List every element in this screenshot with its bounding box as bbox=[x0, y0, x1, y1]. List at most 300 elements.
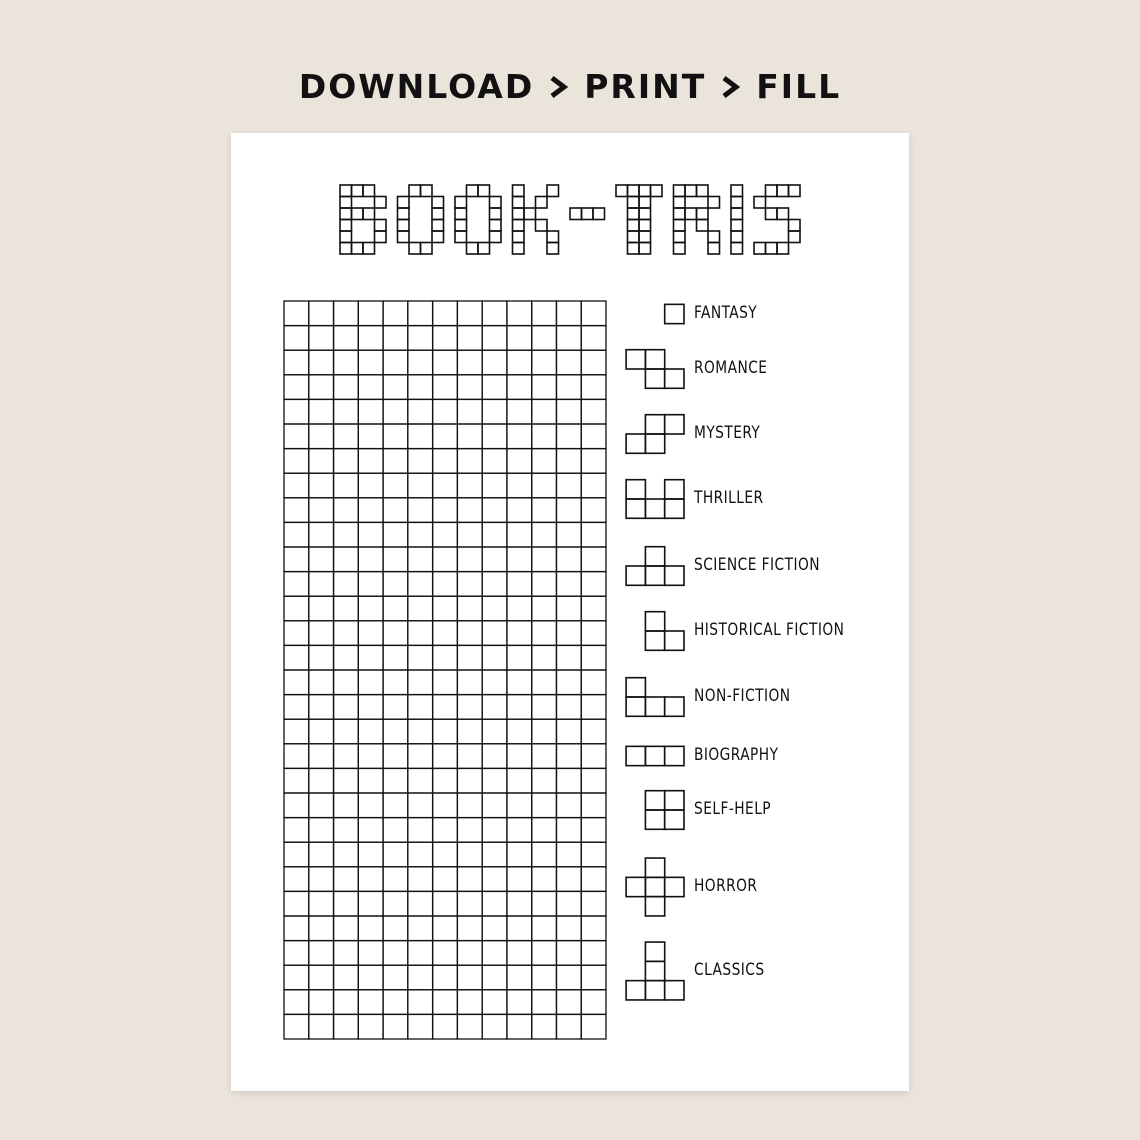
title-letter bbox=[754, 185, 800, 254]
shape-cell bbox=[645, 369, 664, 388]
title-cell bbox=[789, 231, 801, 243]
grid-cell bbox=[581, 768, 606, 793]
grid-cell bbox=[358, 670, 383, 695]
grid-cell bbox=[284, 498, 309, 523]
title-cell bbox=[731, 243, 743, 255]
title-cell bbox=[628, 243, 640, 255]
genre-label: HORROR bbox=[694, 876, 758, 896]
genre-label: CLASSICS bbox=[694, 960, 765, 980]
title-cell bbox=[674, 243, 686, 255]
grid-cell bbox=[358, 375, 383, 400]
title-cell bbox=[697, 185, 709, 197]
grid-cell bbox=[482, 695, 507, 720]
grid-cell bbox=[334, 473, 359, 498]
grid-cell bbox=[581, 916, 606, 941]
grid-cell bbox=[482, 522, 507, 547]
grid-cell bbox=[408, 867, 433, 892]
grid-cell bbox=[309, 522, 334, 547]
title-cell bbox=[628, 208, 640, 220]
grid-cell bbox=[408, 301, 433, 326]
grid-cell bbox=[309, 399, 334, 424]
grid-cell bbox=[457, 572, 482, 597]
grid-cell bbox=[433, 596, 458, 621]
grid-cell bbox=[457, 793, 482, 818]
grid-cell bbox=[457, 990, 482, 1015]
grid-cell bbox=[334, 547, 359, 572]
grid-cell bbox=[309, 916, 334, 941]
title-cell bbox=[513, 185, 525, 197]
title-cell bbox=[547, 185, 559, 197]
grid-cell bbox=[334, 449, 359, 474]
grid-cell bbox=[358, 572, 383, 597]
grid-cell bbox=[383, 719, 408, 744]
grid-cell bbox=[457, 645, 482, 670]
shape-cell bbox=[645, 897, 664, 916]
grid-cell bbox=[581, 719, 606, 744]
title-cell bbox=[628, 220, 640, 232]
title-cell bbox=[708, 197, 720, 209]
grid-cell bbox=[581, 818, 606, 843]
grid-cell bbox=[284, 621, 309, 646]
grid-cell bbox=[309, 621, 334, 646]
genre-shape-icon bbox=[665, 304, 684, 323]
grid-cell bbox=[309, 818, 334, 843]
grid-cell bbox=[507, 547, 532, 572]
tracker-grid[interactable] bbox=[284, 301, 606, 1039]
grid-cell bbox=[284, 326, 309, 351]
grid-cell bbox=[457, 399, 482, 424]
grid-cell bbox=[284, 793, 309, 818]
title-cell bbox=[363, 243, 375, 255]
grid-cell bbox=[556, 547, 581, 572]
grid-cell bbox=[482, 424, 507, 449]
grid-cell bbox=[556, 916, 581, 941]
grid-cell bbox=[532, 818, 557, 843]
grid-cell bbox=[433, 768, 458, 793]
grid-cell bbox=[532, 990, 557, 1015]
grid-cell bbox=[457, 424, 482, 449]
title-cell bbox=[766, 243, 778, 255]
grid-cell bbox=[581, 793, 606, 818]
grid-cell bbox=[507, 350, 532, 375]
shape-cell bbox=[665, 566, 684, 585]
grid-cell bbox=[482, 301, 507, 326]
grid-cell bbox=[284, 965, 309, 990]
shape-cell bbox=[645, 415, 664, 434]
grid-cell bbox=[408, 965, 433, 990]
grid-cell bbox=[482, 965, 507, 990]
grid-cell bbox=[309, 473, 334, 498]
grid-cell bbox=[581, 498, 606, 523]
grid-cell bbox=[482, 596, 507, 621]
grid-cell bbox=[482, 645, 507, 670]
grid-cell bbox=[507, 695, 532, 720]
title-cell bbox=[432, 208, 444, 220]
grid-cell bbox=[309, 424, 334, 449]
shape-cell bbox=[626, 434, 645, 453]
grid-cell bbox=[507, 965, 532, 990]
title-cell bbox=[340, 208, 352, 220]
title-cell bbox=[363, 185, 375, 197]
title-cell bbox=[340, 243, 352, 255]
shape-cell bbox=[645, 631, 664, 650]
title-cell bbox=[455, 220, 467, 232]
grid-cell bbox=[433, 891, 458, 916]
grid-cell bbox=[581, 645, 606, 670]
grid-cell bbox=[309, 695, 334, 720]
grid-cell bbox=[408, 916, 433, 941]
title-cell bbox=[398, 208, 410, 220]
grid-cell bbox=[383, 350, 408, 375]
grid-cell bbox=[457, 768, 482, 793]
grid-cell bbox=[309, 326, 334, 351]
grid-cell bbox=[358, 473, 383, 498]
grid-cell bbox=[358, 695, 383, 720]
shape-cell bbox=[645, 877, 664, 896]
genre-shape-icon bbox=[626, 858, 684, 916]
grid-cell bbox=[383, 301, 408, 326]
title-cell bbox=[754, 243, 766, 255]
grid-cell bbox=[457, 473, 482, 498]
title-cell bbox=[524, 208, 536, 220]
grid-cell bbox=[507, 768, 532, 793]
grid-cell bbox=[334, 695, 359, 720]
shape-cell bbox=[626, 480, 645, 499]
grid-cell bbox=[408, 719, 433, 744]
title-cell bbox=[455, 197, 467, 209]
grid-cell bbox=[334, 990, 359, 1015]
grid-cell bbox=[334, 891, 359, 916]
grid-cell bbox=[383, 621, 408, 646]
grid-cell bbox=[556, 842, 581, 867]
genre-shape-icon bbox=[626, 350, 684, 389]
grid-cell bbox=[507, 793, 532, 818]
grid-cell bbox=[358, 326, 383, 351]
grid-cell bbox=[532, 793, 557, 818]
grid-cell bbox=[284, 744, 309, 769]
shape-cell bbox=[665, 499, 684, 518]
grid-cell bbox=[581, 670, 606, 695]
grid-cell bbox=[556, 572, 581, 597]
grid-cell bbox=[358, 449, 383, 474]
genre-shape-icon bbox=[645, 791, 684, 830]
title-cell bbox=[432, 231, 444, 243]
genre-label: THRILLER bbox=[694, 488, 764, 508]
grid-cell bbox=[334, 326, 359, 351]
grid-cell bbox=[556, 498, 581, 523]
grid-cell bbox=[284, 719, 309, 744]
title-cell bbox=[582, 208, 594, 220]
title-letter bbox=[731, 185, 743, 254]
title-cell bbox=[363, 208, 375, 220]
grid-cell bbox=[408, 842, 433, 867]
title-cell bbox=[513, 231, 525, 243]
grid-cell bbox=[309, 596, 334, 621]
title-cell bbox=[731, 197, 743, 209]
title-cell bbox=[352, 185, 364, 197]
instructions-header bbox=[0, 62, 1140, 112]
grid-cell bbox=[383, 990, 408, 1015]
grid-cell bbox=[532, 326, 557, 351]
grid-cell bbox=[284, 645, 309, 670]
grid-cell bbox=[309, 498, 334, 523]
grid-cell bbox=[408, 375, 433, 400]
grid-cell bbox=[482, 941, 507, 966]
grid-cell bbox=[334, 867, 359, 892]
grid-cell bbox=[457, 621, 482, 646]
title-letter bbox=[340, 185, 386, 254]
grid-cell bbox=[383, 842, 408, 867]
grid-cell bbox=[383, 399, 408, 424]
grid-cell bbox=[532, 867, 557, 892]
grid-cell bbox=[383, 793, 408, 818]
grid-cell bbox=[581, 867, 606, 892]
grid-cell bbox=[482, 572, 507, 597]
grid-cell bbox=[457, 744, 482, 769]
grid-cell bbox=[581, 572, 606, 597]
grid-cell bbox=[581, 301, 606, 326]
grid-cell bbox=[556, 350, 581, 375]
grid-cell bbox=[556, 473, 581, 498]
title-cell bbox=[547, 231, 559, 243]
title-letter bbox=[674, 185, 720, 254]
grid-cell bbox=[408, 990, 433, 1015]
grid-cell bbox=[532, 572, 557, 597]
title-cell bbox=[467, 243, 479, 255]
grid-cell bbox=[334, 965, 359, 990]
grid-cell bbox=[284, 768, 309, 793]
title-cell bbox=[685, 185, 697, 197]
grid-cell bbox=[433, 498, 458, 523]
genre-shape-icon bbox=[626, 415, 684, 454]
genre-shape-icon bbox=[626, 678, 684, 717]
title-cell bbox=[593, 208, 605, 220]
grid-cell bbox=[309, 990, 334, 1015]
grid-cell bbox=[334, 621, 359, 646]
grid-cell bbox=[334, 596, 359, 621]
grid-cell bbox=[556, 522, 581, 547]
grid-cell bbox=[507, 473, 532, 498]
title-cell bbox=[639, 231, 651, 243]
grid-cell bbox=[334, 522, 359, 547]
grid-cell bbox=[334, 399, 359, 424]
grid-cell bbox=[482, 990, 507, 1015]
grid-cell bbox=[284, 596, 309, 621]
grid-cell bbox=[284, 522, 309, 547]
grid-cell bbox=[556, 326, 581, 351]
grid-cell bbox=[457, 375, 482, 400]
genre-label: SCIENCE FICTION bbox=[694, 555, 821, 575]
title-letter bbox=[616, 185, 662, 254]
grid-cell bbox=[507, 572, 532, 597]
grid-cell bbox=[532, 547, 557, 572]
title-cell bbox=[685, 208, 697, 220]
title-cell bbox=[731, 185, 743, 197]
grid-cell bbox=[556, 596, 581, 621]
grid-cell bbox=[284, 1014, 309, 1039]
grid-cell bbox=[581, 1014, 606, 1039]
title-cell bbox=[513, 220, 525, 232]
title-cell bbox=[352, 243, 364, 255]
grid-cell bbox=[457, 719, 482, 744]
grid-cell bbox=[408, 768, 433, 793]
shape-cell bbox=[645, 791, 664, 810]
grid-cell bbox=[532, 596, 557, 621]
grid-cell bbox=[309, 941, 334, 966]
grid-cell bbox=[556, 818, 581, 843]
genre-shape-icon bbox=[626, 942, 684, 1000]
grid-cell bbox=[556, 695, 581, 720]
grid-cell bbox=[309, 719, 334, 744]
grid-cell bbox=[532, 941, 557, 966]
grid-cell bbox=[457, 965, 482, 990]
grid-cell bbox=[581, 891, 606, 916]
grid-cell bbox=[482, 498, 507, 523]
grid-cell bbox=[408, 399, 433, 424]
grid-cell bbox=[556, 793, 581, 818]
grid-cell bbox=[581, 941, 606, 966]
grid-cell bbox=[433, 547, 458, 572]
title-cell bbox=[421, 185, 433, 197]
grid-cell bbox=[383, 473, 408, 498]
grid-cell bbox=[507, 941, 532, 966]
grid-cell bbox=[383, 744, 408, 769]
grid-cell bbox=[532, 744, 557, 769]
grid-cell bbox=[581, 744, 606, 769]
grid-cell bbox=[309, 867, 334, 892]
grid-cell bbox=[507, 596, 532, 621]
grid-cell bbox=[383, 867, 408, 892]
genre-label: ROMANCE bbox=[694, 358, 768, 378]
title-cell bbox=[639, 208, 651, 220]
grid-cell bbox=[581, 473, 606, 498]
title-cell bbox=[421, 243, 433, 255]
title-cell bbox=[766, 185, 778, 197]
grid-cell bbox=[433, 621, 458, 646]
grid-cell bbox=[383, 572, 408, 597]
grid-cell bbox=[433, 424, 458, 449]
grid-cell bbox=[358, 941, 383, 966]
shape-cell bbox=[665, 981, 684, 1000]
grid-cell bbox=[408, 424, 433, 449]
grid-cell bbox=[358, 793, 383, 818]
title-cell bbox=[697, 220, 709, 232]
shape-cell bbox=[626, 566, 645, 585]
grid-cell bbox=[309, 572, 334, 597]
grid-cell bbox=[309, 645, 334, 670]
grid-cell bbox=[408, 350, 433, 375]
grid-cell bbox=[383, 916, 408, 941]
shape-cell bbox=[645, 981, 664, 1000]
grid-cell bbox=[433, 522, 458, 547]
title-cell bbox=[409, 185, 421, 197]
grid-cell bbox=[433, 867, 458, 892]
grid-cell bbox=[581, 621, 606, 646]
grid-cell bbox=[532, 522, 557, 547]
shape-cell bbox=[645, 961, 664, 980]
title-cell bbox=[708, 231, 720, 243]
grid-cell bbox=[309, 350, 334, 375]
grid-cell bbox=[581, 547, 606, 572]
grid-cell bbox=[383, 522, 408, 547]
grid-cell bbox=[358, 621, 383, 646]
page-title bbox=[340, 185, 800, 254]
grid-cell bbox=[433, 670, 458, 695]
grid-cell bbox=[532, 695, 557, 720]
grid-cell bbox=[482, 842, 507, 867]
grid-cell bbox=[383, 449, 408, 474]
grid-cell bbox=[284, 375, 309, 400]
title-cell bbox=[674, 231, 686, 243]
grid-cell bbox=[408, 670, 433, 695]
grid-cell bbox=[482, 375, 507, 400]
grid-cell bbox=[433, 719, 458, 744]
genre-legend bbox=[626, 304, 684, 1000]
grid-cell bbox=[482, 670, 507, 695]
grid-cell bbox=[433, 695, 458, 720]
grid-cell bbox=[556, 375, 581, 400]
grid-cell bbox=[532, 719, 557, 744]
title-cell bbox=[697, 208, 709, 220]
genre-label: NON-FICTION bbox=[694, 686, 791, 706]
grid-cell bbox=[507, 744, 532, 769]
grid-cell bbox=[507, 916, 532, 941]
grid-cell bbox=[457, 498, 482, 523]
title-cell bbox=[398, 231, 410, 243]
title-cell bbox=[409, 243, 421, 255]
title-cell bbox=[731, 208, 743, 220]
grid-cell bbox=[532, 670, 557, 695]
grid-cell bbox=[581, 965, 606, 990]
grid-cell bbox=[581, 695, 606, 720]
grid-cell bbox=[532, 645, 557, 670]
grid-cell bbox=[433, 449, 458, 474]
genre-label: BIOGRAPHY bbox=[694, 745, 779, 765]
title-cell bbox=[490, 220, 502, 232]
grid-cell bbox=[433, 645, 458, 670]
grid-cell bbox=[532, 301, 557, 326]
grid-cell bbox=[482, 891, 507, 916]
grid-cell bbox=[482, 768, 507, 793]
grid-cell bbox=[581, 399, 606, 424]
grid-cell bbox=[358, 399, 383, 424]
shape-cell bbox=[665, 810, 684, 829]
grid-cell bbox=[457, 596, 482, 621]
title-cell bbox=[432, 220, 444, 232]
grid-cell bbox=[433, 965, 458, 990]
grid-cell bbox=[284, 473, 309, 498]
grid-cell bbox=[408, 621, 433, 646]
grid-cell bbox=[309, 793, 334, 818]
shape-cell bbox=[665, 480, 684, 499]
grid-cell bbox=[358, 1014, 383, 1039]
grid-cell bbox=[507, 424, 532, 449]
shape-cell bbox=[626, 697, 645, 716]
grid-cell bbox=[284, 572, 309, 597]
title-cell bbox=[478, 243, 490, 255]
grid-cell bbox=[482, 326, 507, 351]
shape-cell bbox=[665, 631, 684, 650]
grid-cell bbox=[334, 818, 359, 843]
shape-cell bbox=[626, 981, 645, 1000]
grid-cell bbox=[532, 842, 557, 867]
grid-cell bbox=[532, 916, 557, 941]
grid-cell bbox=[556, 965, 581, 990]
grid-cell bbox=[556, 867, 581, 892]
title-cell bbox=[513, 243, 525, 255]
grid-cell bbox=[457, 916, 482, 941]
grid-cell bbox=[408, 449, 433, 474]
